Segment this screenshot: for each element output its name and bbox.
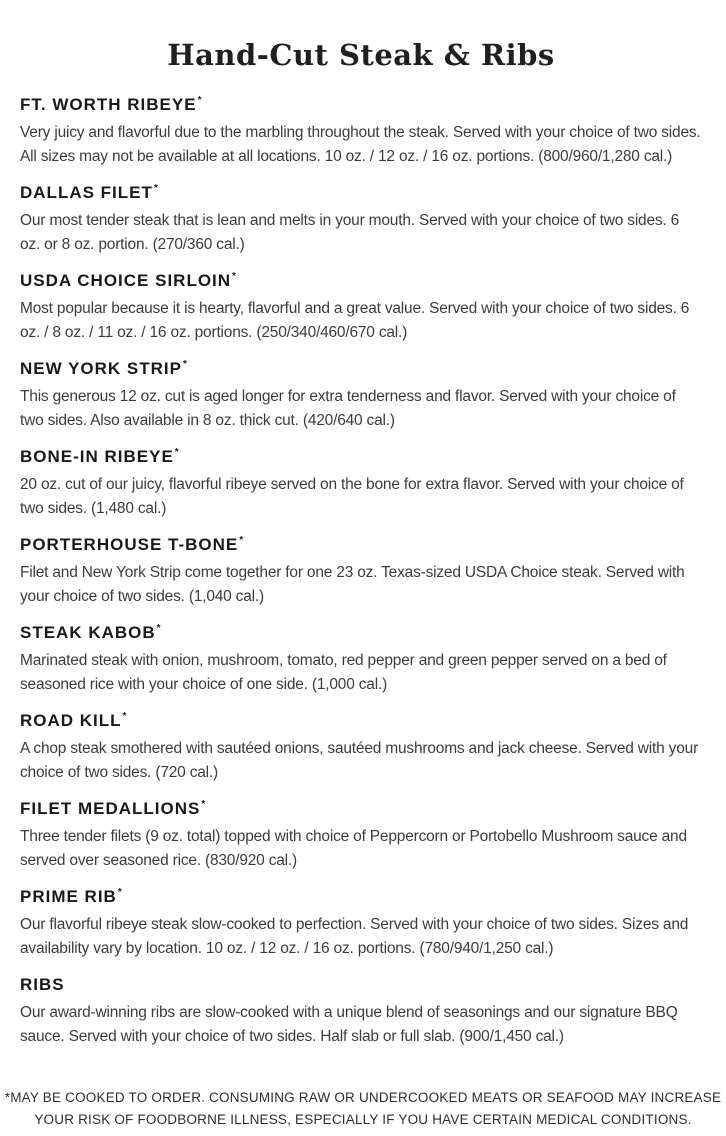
menu-item	[20, 884, 702, 960]
item-asterisk: *	[117, 887, 122, 898]
item-description: Our flavorful ribeye steak slow-cooked to perfection. Served with your choice of two sides. Sizes and availability vary by location. 10 oz. / 12 oz. / 16 oz. portions. (780/940/1,250 cal.)	[20, 916, 689, 957]
item-name	[20, 884, 702, 906]
item-description: Our award-winning ribs are slow-cooked with a unique blend of seasonings and our signature BBQ sauce. Served with your choice of two sides. Half slab or full slab. (900/1,450 cal.)	[20, 1004, 678, 1045]
item-description: Filet and New York Strip come together for one 23 oz. Texas-sized USDA Choice steak. Served with your choice of two sides. (1,040 cal.)	[20, 564, 685, 605]
item-asterisk: *	[232, 271, 236, 282]
item-name	[20, 620, 702, 642]
item-name	[20, 708, 702, 730]
footer-disclaimer-line: *MAY BE COOKED TO ORDER. CONSUMING RAW OR UNDERCOOKED MEATS OR SEAFOOD MAY INCREASE	[4, 1090, 722, 1105]
item-description: Marinated steak with onion, mushroom, tomato, red pepper and green pepper served on a bed of seasoned rice with your choice of one side. (1,000 cal.)	[20, 652, 667, 693]
menu-item	[20, 796, 702, 872]
item-name-text: STEAK KABOB	[20, 623, 156, 642]
page-title: Hand-Cut Steak & Ribs	[167, 38, 555, 72]
item-asterisk: *	[122, 711, 127, 722]
item-name	[20, 532, 702, 554]
item-name	[20, 444, 702, 466]
item-name-text: PRIME RIB	[20, 887, 117, 906]
item-description: Very juicy and flavorful due to the marbling throughout the steak. Served with your choice of two sides. All sizes may not be available at all locations. 10 oz. / 12 oz. / 16 oz. portions. (800/960/1,280 cal.)	[20, 124, 701, 165]
item-asterisk: *	[153, 183, 158, 194]
item-name	[20, 92, 702, 114]
menu-item	[20, 620, 702, 696]
item-description: Most popular because it is hearty, flavorful and a great value. Served with your choice of two sides. 6 oz. / 8 oz. / 11 oz. / 16 oz. portions. (250/340/460/670 cal.)	[20, 300, 690, 341]
item-name	[20, 972, 702, 994]
item-asterisk: *	[239, 535, 244, 546]
menu-item	[20, 444, 702, 520]
item-name-text: FILET MEDALLIONS	[20, 799, 201, 818]
footer-disclaimer	[0, 1087, 726, 1131]
item-description: A chop steak smothered with sautéed onions, sautéed mushrooms and jack cheese. Served with your choice of two sides. (720 cal.)	[20, 740, 699, 781]
item-asterisk: *	[197, 95, 202, 106]
menu-item	[20, 708, 702, 784]
item-name	[20, 268, 702, 290]
item-description: 20 oz. cut of our juicy, flavorful ribeye served on the bone for extra flavor. Served with your choice of two sides. (1,480 cal.)	[20, 476, 684, 517]
item-name	[20, 356, 702, 378]
menu-item-list	[20, 92, 702, 1048]
menu-item	[20, 268, 702, 344]
item-name-text: PORTERHOUSE T-BONE	[20, 535, 239, 554]
item-name-text: FT. WORTH RIBEYE	[20, 95, 197, 114]
item-name-text: RIBS	[20, 975, 65, 994]
menu-item	[20, 356, 702, 432]
footer-disclaimer-line: YOUR RISK OF FOODBORNE ILLNESS, ESPECIALLY IF YOU HAVE CERTAIN MEDICAL CONDITIONS.	[34, 1112, 692, 1127]
menu-item	[20, 180, 702, 256]
item-name-text: NEW YORK STRIP	[20, 359, 182, 378]
menu-item	[20, 972, 702, 1048]
menu-item	[20, 532, 702, 608]
item-description: This generous 12 oz. cut is aged longer for extra tenderness and flavor. Served with your choice of two sides. Also available in 8 oz. thick cut. (420/640 cal.)	[20, 388, 676, 429]
item-description: Our most tender steak that is lean and melts in your mouth. Served with your choice of two sides. 6 oz. or 8 oz. portion. (270/360 cal.)	[20, 212, 680, 253]
menu-item	[20, 92, 702, 168]
item-name-text: DALLAS FILET	[20, 183, 153, 202]
item-asterisk: *	[156, 623, 161, 634]
item-name-text: USDA CHOICE SIRLOIN	[20, 271, 232, 290]
item-asterisk: *	[182, 359, 187, 370]
item-name-text: ROAD KILL	[20, 711, 122, 730]
item-asterisk: *	[201, 799, 206, 810]
item-asterisk: *	[174, 447, 179, 458]
item-name	[20, 796, 702, 818]
item-name	[20, 180, 702, 202]
item-name-text: BONE-IN RIBEYE	[20, 447, 174, 466]
item-description: Three tender filets (9 oz. total) topped with choice of Peppercorn or Portobello Mushroom sauce and served over seasoned rice. (830/920 cal.)	[20, 828, 687, 869]
